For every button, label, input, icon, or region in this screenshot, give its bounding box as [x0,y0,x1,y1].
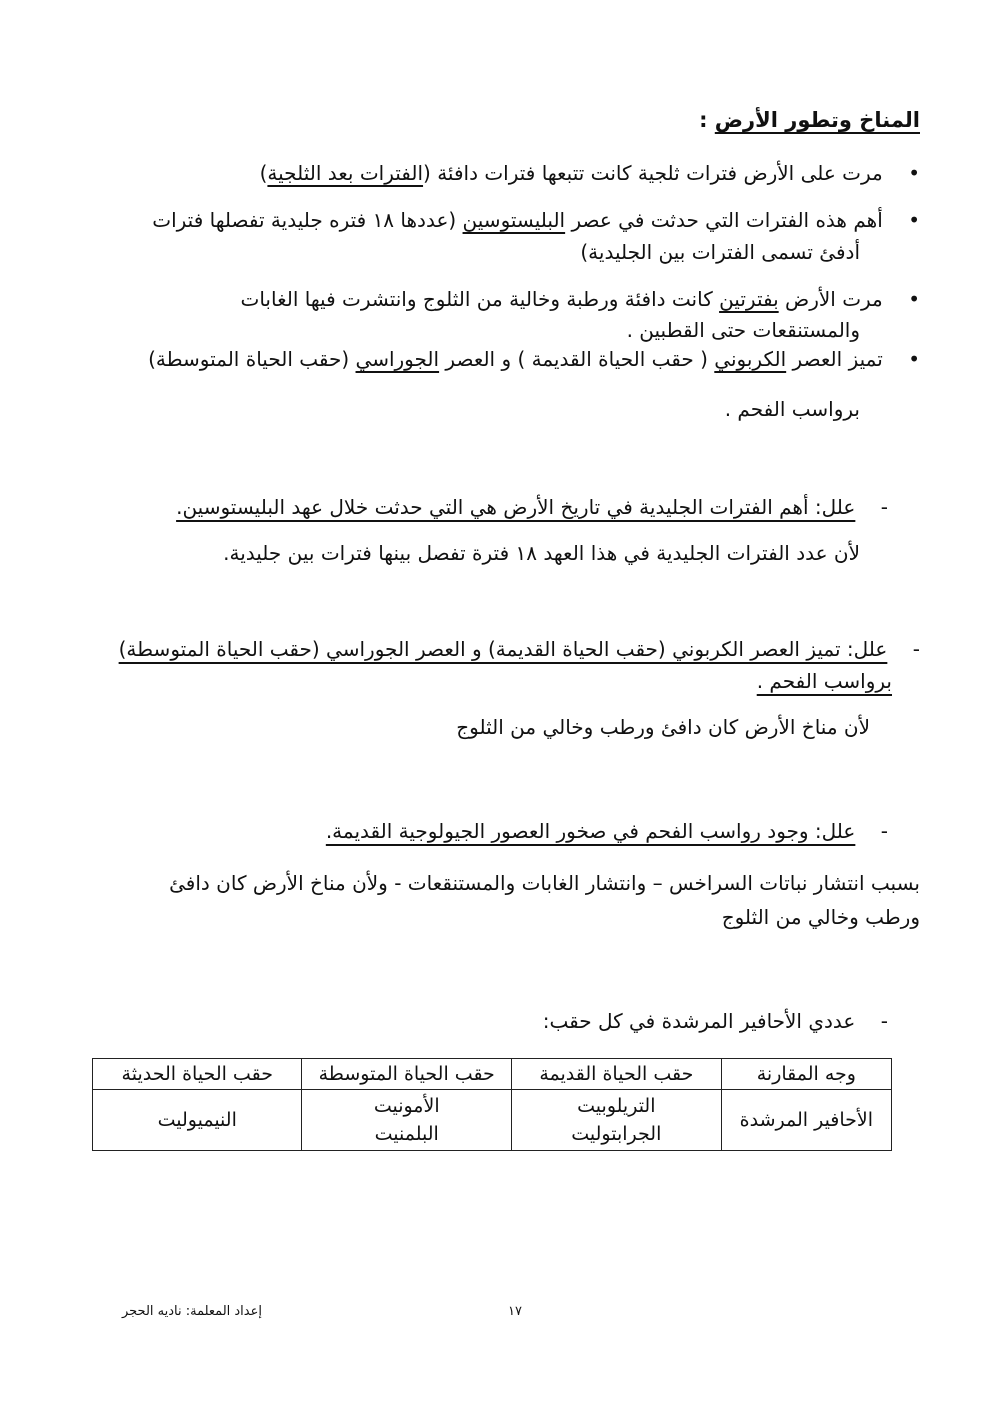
bullet-icon: • [908,161,920,185]
table-cell-paleozoic [511,1090,721,1151]
bullet-2-text-underlined: البليستوسين [462,208,566,232]
question-2-text: علل: تميز العصر الكربوني (حقب الحياة القديمة) و العصر الجوراسي (حقب الحياة المتوسطة) [118,637,888,661]
fossil-name: البلمنيت [374,1123,439,1145]
page-title-suffix: : [699,108,715,132]
question-3 [326,816,888,846]
bullet-4-text-underlined-1: الكربوني [714,347,787,371]
bullet-4-text-pre: تميز العصر [786,347,883,371]
bullet-4-text-underlined-2: الجوراسي [355,347,440,371]
question-1 [176,492,888,522]
bullet-item-4 [148,344,920,374]
dash-icon: - [880,495,888,519]
bullet-item-3 [241,284,921,314]
table-row [93,1090,892,1151]
table-intro [543,1006,888,1036]
bullet-4-text-post: (حقب الحياة المتوسطة) [148,347,356,371]
fossil-name: الأمونيت [373,1095,440,1117]
question-2 [119,634,920,664]
bullet-3-line-2: والمستنقعات حتى القطبين . [626,318,860,342]
question-2-text-line-2: برواسب الفحم . [756,669,892,693]
footer-author: إعداد المعلمة: ناديه الحجر [121,1304,262,1319]
page-number: ١٧ [508,1304,522,1319]
dash-icon: - [880,1009,888,1033]
question-2-line-2 [757,666,892,696]
answer-3: بسبب انتشار نباتات السراخس – وانتشار الغابات والمستنقعات - ولأن مناخ الأرض كان دافئ [169,871,920,895]
question-1-text: علل: أهم الفترات الجليدية في تاريخ الأرض هي التي حدثت خلال عهد البليستوسين. [176,495,856,519]
question-3-text: علل: وجود رواسب الفحم في صخور العصور الجيولوجية القديمة. [325,819,856,843]
table-cell-cenozoic [93,1090,302,1151]
bullet-item-1 [260,158,920,188]
table-cell-mesozoic [302,1090,511,1151]
bullet-3-text-underlined: بفترتين [719,287,779,311]
bullet-1-text-pre: مرت على الأرض فترات ثلجية كانت تتبعها فترات دافئة ( [423,161,883,185]
bullet-4-text-mid: ( حقب الحياة القديمة ) و العصر [439,347,715,371]
answer-1: لأن عدد الفترات الجليدية في هذا العهد ١٨ فترة تفصل بينها فترات بين جليدية. [223,541,860,565]
bullet-3-text-pre: مرت الأرض [778,287,883,311]
page-title-text: المناخ وتطور الأرض [714,108,920,132]
bullet-2-text-post: (عددها ١٨ فتره جليدية تفصلها فترات [152,208,463,232]
bullet-1-text-underlined: الفترات بعد الثلجية [267,161,424,185]
bullet-2-line-2: أدفئ تسمى الفترات بين الجليدية) [580,240,860,264]
page-title [699,108,920,132]
fossil-name: التريلوبيت [577,1095,656,1117]
fossil-name: الجرابتوليت [571,1123,662,1145]
fossils-comparison-table [92,1058,892,1151]
dash-icon: - [880,819,888,843]
table-header-cenozoic: حقب الحياة الحديثة [93,1059,302,1090]
bullet-icon: • [908,347,920,371]
table-row-label: الأحافير المرشدة [721,1090,891,1151]
table-intro-text: عددي الأحافير المرشدة في كل حقب: [542,1009,856,1033]
bullet-icon: • [908,208,920,232]
bullet-3-text-post: كانت دافئة ورطبة وخالية من الثلوج وانتشرت فيها الغابات [240,287,720,311]
bullet-4-line-2: برواسب الفحم . [724,397,860,421]
bullet-2-text-pre: أهم هذه الفترات التي حدثت في عصر [565,208,883,232]
table-header-row [93,1059,892,1090]
fossil-name: النيميوليت [157,1109,237,1131]
bullet-1-text-post: ) [259,161,268,185]
answer-3-line-2: ورطب وخالي من الثلوج [721,905,920,929]
table-header-comparison: وجه المقارنة [721,1059,891,1090]
bullet-item-2 [152,205,920,235]
table-header-paleozoic: حقب الحياة القديمة [511,1059,721,1090]
dash-icon: - [912,637,920,661]
bullet-icon: • [908,287,920,311]
answer-2: لأن مناخ الأرض كان دافئ ورطب وخالي من الثلوج [456,715,870,739]
table-header-mesozoic: حقب الحياة المتوسطة [302,1059,511,1090]
